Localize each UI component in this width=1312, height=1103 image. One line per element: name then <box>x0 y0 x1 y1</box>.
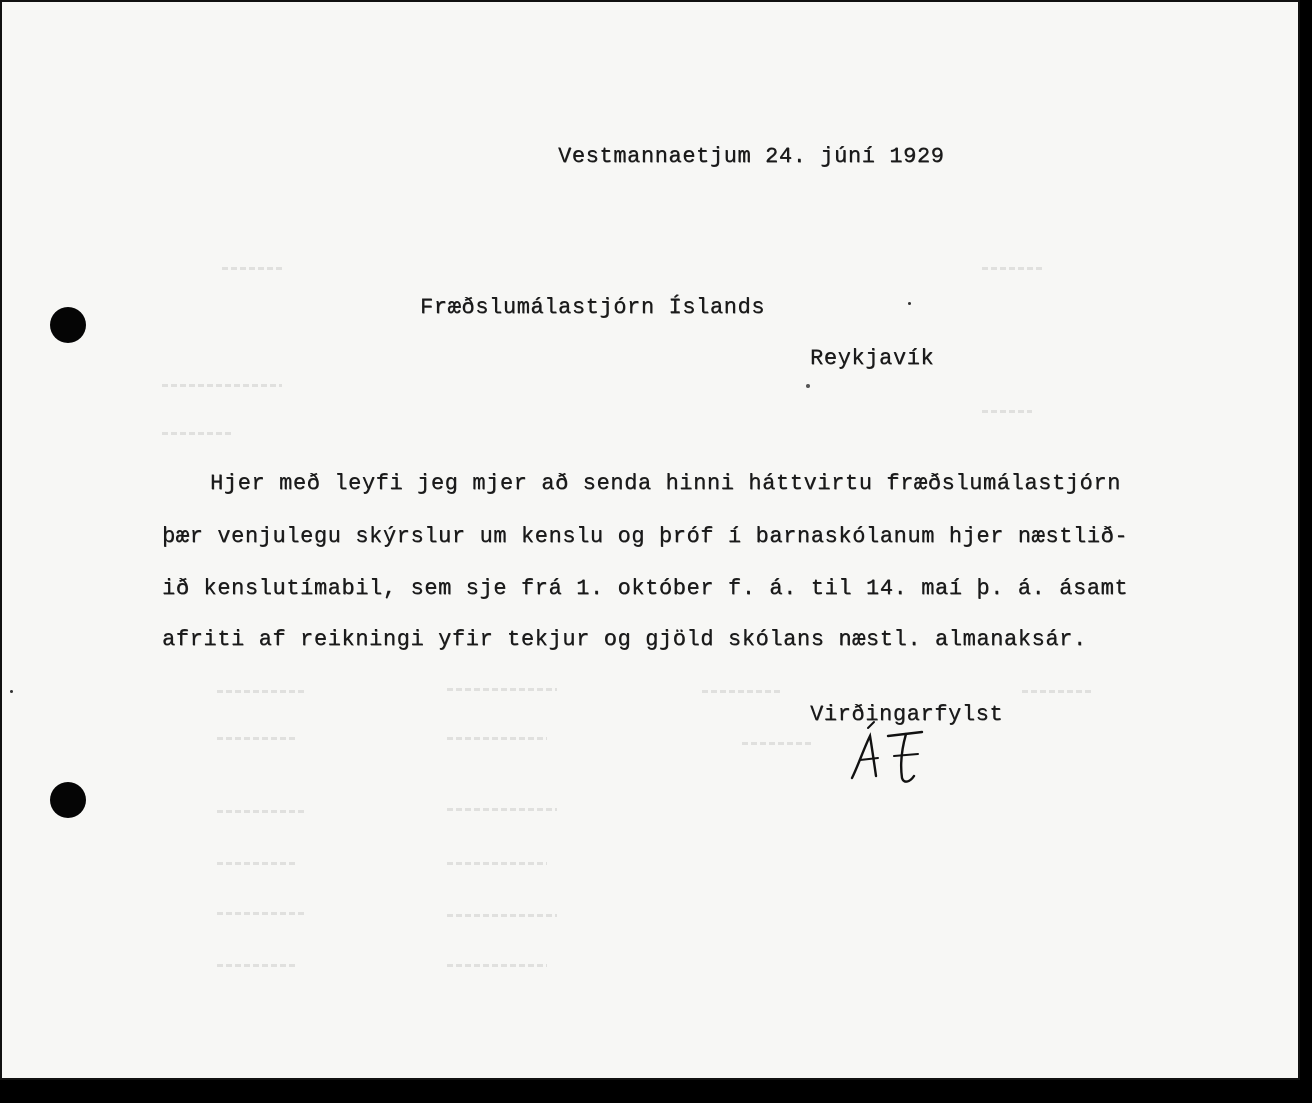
closing: Virðingarfylst <box>810 702 1004 727</box>
body-line-2: þær venjulegu skýrslur um kenslu og þróf í barnaskólanum hjer næstlið- <box>162 524 1129 549</box>
bleed-through-mark <box>222 267 282 270</box>
bleed-through-mark <box>1022 690 1092 693</box>
bleed-through-mark <box>982 267 1042 270</box>
scan-border-right <box>1300 0 1312 1103</box>
bleed-through-mark <box>447 808 557 811</box>
bleed-through-mark <box>217 862 297 865</box>
recipient-name: Fræðslumálastjórn Íslands <box>420 295 766 320</box>
scan-border-bottom <box>0 1080 1312 1103</box>
punch-hole-bottom <box>50 782 86 818</box>
bleed-through-mark <box>447 737 547 740</box>
bleed-through-mark <box>217 912 307 915</box>
ink-speck <box>908 302 911 305</box>
bleed-through-mark <box>162 384 282 387</box>
date-line: Vestmannaetjum 24. júní 1929 <box>558 144 945 169</box>
bleed-through-mark <box>447 862 547 865</box>
bleed-through-mark <box>217 737 297 740</box>
body-line-1: Hjer með leyfi jeg mjer að senda hinni háttvirtu fræðslumálastjórn <box>210 471 1121 496</box>
signature-initials <box>844 718 944 788</box>
bleed-through-mark <box>742 742 812 745</box>
punch-hole-top <box>50 307 86 343</box>
bleed-through-mark <box>447 914 557 917</box>
body-line-3: ið kenslutímabil, sem sje frá 1. október f. á. til 14. maí þ. á. ásamt <box>162 576 1129 601</box>
recipient-city: Reykjavík <box>810 346 935 371</box>
bleed-through-mark <box>217 964 297 967</box>
bleed-through-mark <box>447 964 547 967</box>
bleed-through-mark <box>217 690 307 693</box>
bleed-through-mark <box>162 432 232 435</box>
bleed-through-mark <box>982 410 1032 413</box>
bleed-through-mark <box>447 688 557 691</box>
ink-speck <box>806 384 810 388</box>
body-line-4: afriti af reikningi yfir tekjur og gjöld skólans næstl. almanaksár. <box>162 627 1087 652</box>
bleed-through-mark <box>702 690 782 693</box>
ink-speck <box>10 690 13 693</box>
bleed-through-mark <box>217 810 307 813</box>
